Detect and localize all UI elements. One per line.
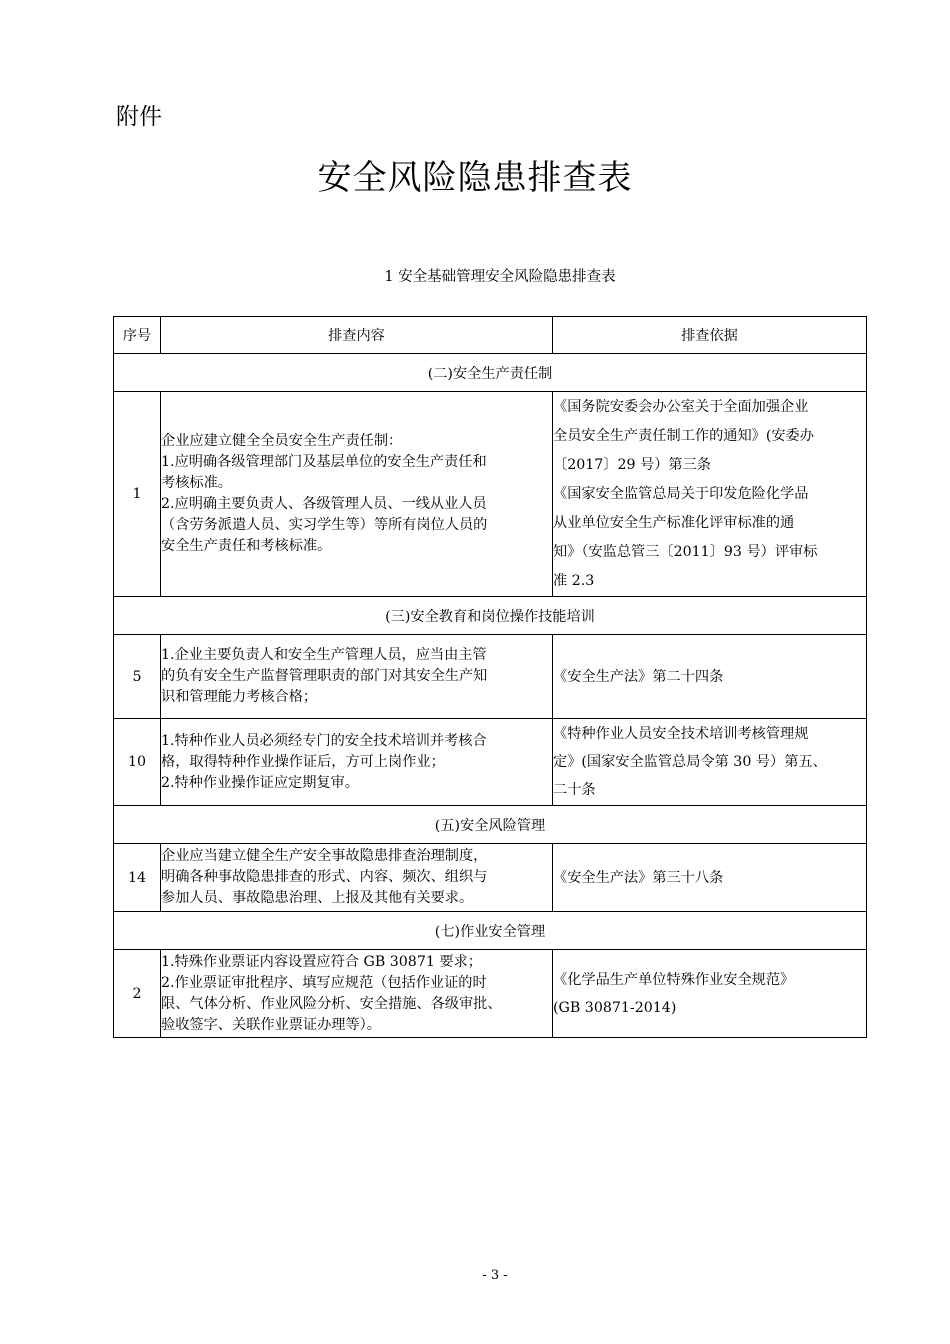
basis-line: 《化学品生产单位特殊作业安全规范》	[553, 971, 795, 988]
basis-line: 全员安全生产责任制工作的通知》(安委办	[553, 427, 814, 444]
row-content	[161, 635, 553, 719]
basis-line: 准 2.3	[553, 572, 595, 589]
header-content: 排查内容	[161, 317, 553, 354]
section-title: (五)安全风险管理	[114, 806, 867, 844]
content-line: 限、气体分析、作业风险分析、安全措施、各级审批、	[161, 995, 502, 1012]
row-content	[161, 844, 553, 912]
table-row	[114, 844, 867, 912]
basis-line: 《国务院安委会办公室关于全面加强企业	[553, 398, 809, 415]
section-row	[114, 806, 867, 844]
content-line: 1.应明确各级管理部门及基层单位的安全生产责任和	[161, 454, 487, 470]
basis-line: 从业单位安全生产标准化评审标准的通	[553, 514, 795, 531]
content-line: 安全生产责任和考核标准。	[161, 538, 332, 554]
content-line: 识和管理能力考核合格；	[161, 689, 318, 705]
content-line: 格，取得特种作业操作证后，方可上岗作业；	[161, 753, 445, 770]
content-line: 2.应明确主要负责人、各级管理人员、一线从业人员	[161, 496, 487, 512]
table-row	[114, 635, 867, 719]
table-header-row	[114, 317, 867, 354]
section-title: (二)安全生产责任制	[114, 354, 867, 392]
content-line: 的负有安全生产监督管理职责的部门对其安全生产知	[161, 668, 488, 684]
content-line: 明确各种事故隐患排查的形式、内容、频次、组织与	[161, 869, 488, 885]
table-subtitle: 1 安全基础管理安全风险隐患排查表	[384, 269, 616, 285]
table-row	[114, 392, 867, 597]
row-content	[161, 719, 553, 806]
basis-line: 知》（安监总管三〔2011〕93 号）评审标	[553, 543, 818, 560]
table-row	[114, 950, 867, 1038]
header-basis: 排查依据	[553, 317, 867, 354]
content-line: 考核标准。	[161, 475, 232, 491]
row-basis	[553, 719, 867, 806]
basis-line: 〔2017〕29 号）第三条	[553, 456, 711, 473]
attachment-label: 附件	[116, 104, 162, 130]
content-line: 1.特殊作业票证内容设置应符合 GB 30871 要求；	[161, 953, 482, 970]
content-line: 1.特种作业人员必须经专门的安全技术培训并考核合	[161, 732, 487, 749]
row-seq: 5	[114, 635, 161, 719]
content-line: （含劳务派遣人员、实习学生等）等所有岗位人员的	[161, 517, 488, 533]
row-seq: 14	[114, 844, 161, 912]
row-content	[161, 392, 553, 597]
row-seq: 10	[114, 719, 161, 806]
content-line: 2.特种作业操作证应定期复审。	[161, 774, 359, 791]
content-line: 1.企业主要负责人和安全生产管理人员，应当由主管	[161, 647, 487, 663]
basis-line: 二十条	[553, 782, 596, 798]
row-seq: 1	[114, 392, 161, 597]
content-line: 企业应建立健全全员安全生产责任制：	[161, 433, 403, 449]
page-number: - 3 -	[482, 1268, 508, 1283]
document-title: 安全风险隐患排查表	[317, 158, 633, 198]
hazard-checklist-table	[113, 316, 867, 1038]
row-basis	[553, 392, 867, 597]
content-line: 验收签字、关联作业票证办理等）。	[161, 1016, 381, 1033]
row-basis	[553, 844, 867, 912]
basis-line: 《安全生产法》第三十八条	[553, 869, 724, 886]
row-basis	[553, 950, 867, 1038]
basis-line: 《安全生产法》第二十四条	[553, 668, 724, 685]
table-row	[114, 719, 867, 806]
basis-line: 定》(国家安全监管总局令第 30 号）第五、	[553, 754, 827, 770]
section-row	[114, 354, 867, 392]
content-line: 参加人员、事故隐患治理、上报及其他有关要求。	[161, 890, 474, 906]
content-line: 2.作业票证审批程序、填写应规范（包括作业证的时	[161, 974, 487, 991]
content-line: 企业应当建立健全生产安全事故隐患排查治理制度，	[161, 848, 488, 864]
section-title: (七)作业安全管理	[114, 912, 867, 950]
row-basis	[553, 635, 867, 719]
basis-line: (GB 30871-2014)	[553, 999, 677, 1016]
section-title: (三)安全教育和岗位操作技能培训	[114, 597, 867, 635]
row-seq: 2	[114, 950, 161, 1038]
basis-line: 《国家安全监管总局关于印发危险化学品	[553, 485, 809, 502]
basis-line: 《特种作业人员安全技术培训考核管理规	[553, 726, 809, 742]
section-row	[114, 597, 867, 635]
header-seq: 序号	[114, 317, 161, 354]
section-row	[114, 912, 867, 950]
row-content	[161, 950, 553, 1038]
